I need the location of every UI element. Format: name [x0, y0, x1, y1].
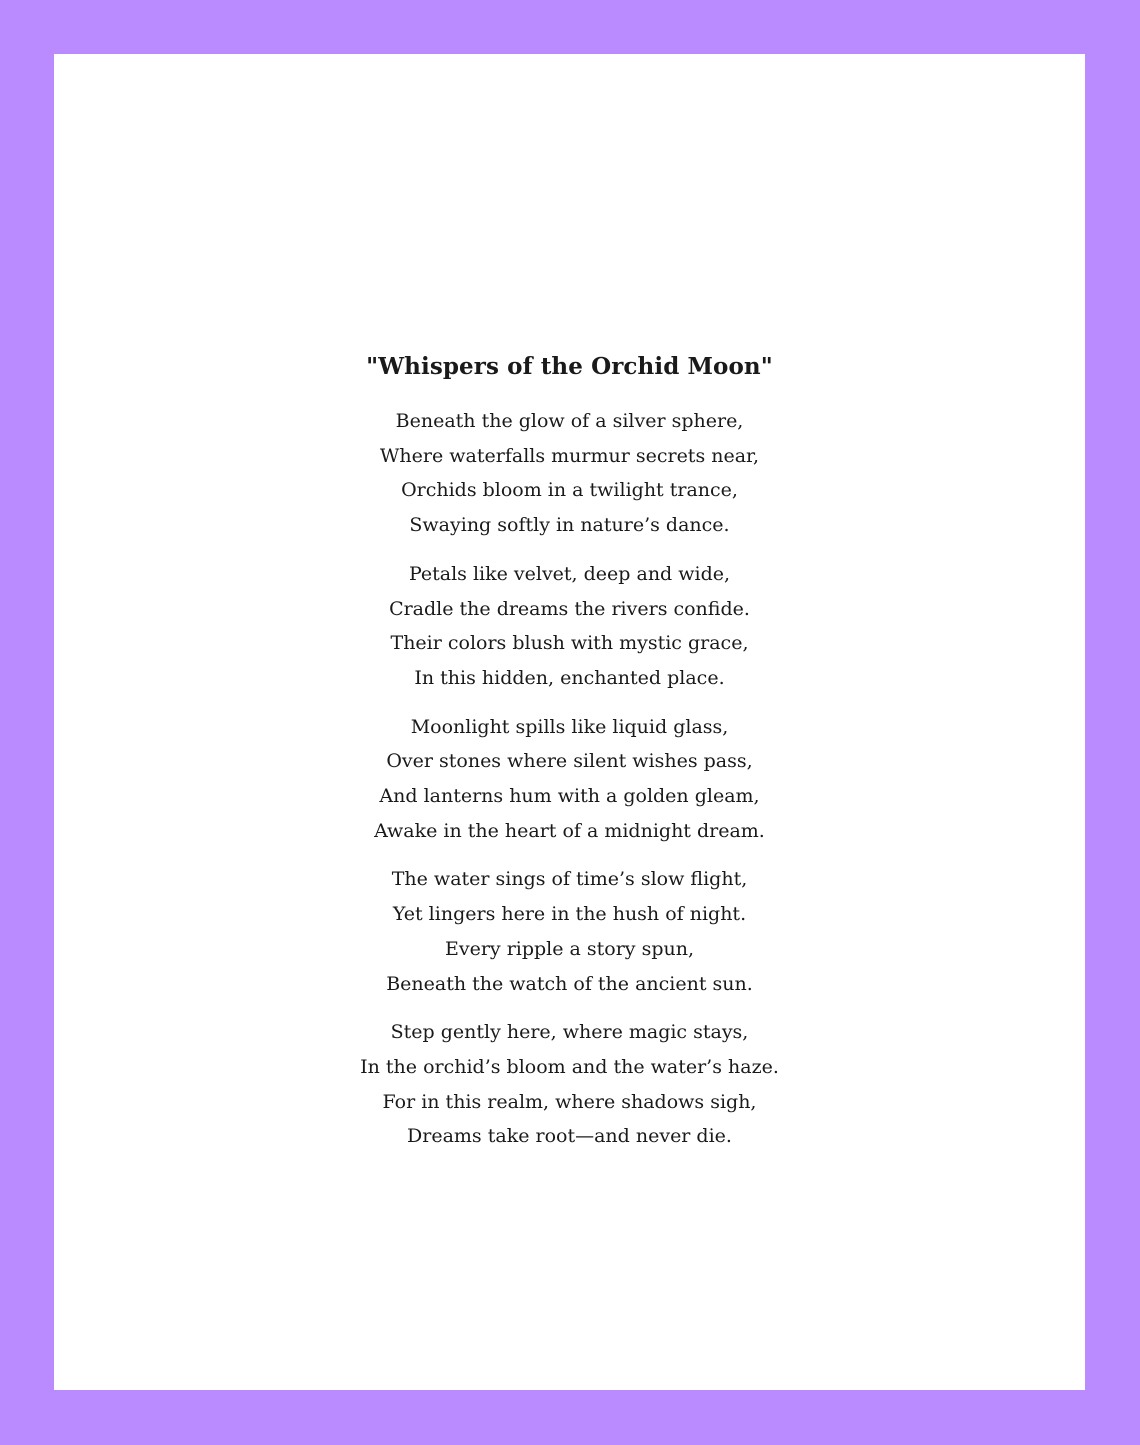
poem-line: The water sings of time’s slow flight, — [391, 868, 748, 891]
poem-line: In this hidden, enchanted place. — [414, 666, 725, 689]
poem-line: Petals like velvet, deep and wide, — [408, 562, 731, 585]
poem-line: Where waterfalls murmur secrets near, — [379, 444, 760, 467]
poem-line: Cradle the dreams the rivers confide. — [389, 597, 750, 620]
stanza-5 — [54, 1015, 1085, 1154]
poem-line: Every ripple a story spun, — [444, 937, 695, 960]
poem-line: Beneath the watch of the ancient sun. — [386, 972, 753, 995]
poem-line: Swaying softly in nature’s dance. — [409, 514, 730, 537]
page-sheet — [54, 54, 1085, 1390]
stanza-2 — [54, 557, 1085, 696]
poem-line: Moonlight spills like liquid glass, — [410, 715, 729, 738]
poem-line: Dreams take root—and never die. — [407, 1125, 732, 1148]
poem-line: Step gently here, where magic stays, — [390, 1021, 749, 1044]
stanza-4 — [54, 862, 1085, 1001]
poem-line: Their colors blush with mystic grace, — [390, 632, 749, 655]
poem-title: "Whispers of the Orchid Moon" — [366, 353, 773, 380]
poem-line: And lanterns hum with a golden gleam, — [379, 785, 760, 808]
poem-line: In the orchid’s bloom and the water’s haze. — [360, 1055, 779, 1078]
stanza-1 — [54, 404, 1085, 543]
poem-line: Awake in the heart of a midnight dream. — [374, 819, 765, 842]
poem-line: Orchids bloom in a twilight trance, — [401, 479, 738, 502]
poem-line: For in this realm, where shadows sigh, — [382, 1090, 757, 1113]
poem-line: Yet lingers here in the hush of night. — [392, 903, 747, 926]
poem-line: Over stones where silent wishes pass, — [386, 750, 753, 773]
poem-line: Beneath the glow of a silver sphere, — [395, 410, 744, 432]
poem — [54, 350, 1085, 1168]
stanza-3 — [54, 710, 1085, 849]
